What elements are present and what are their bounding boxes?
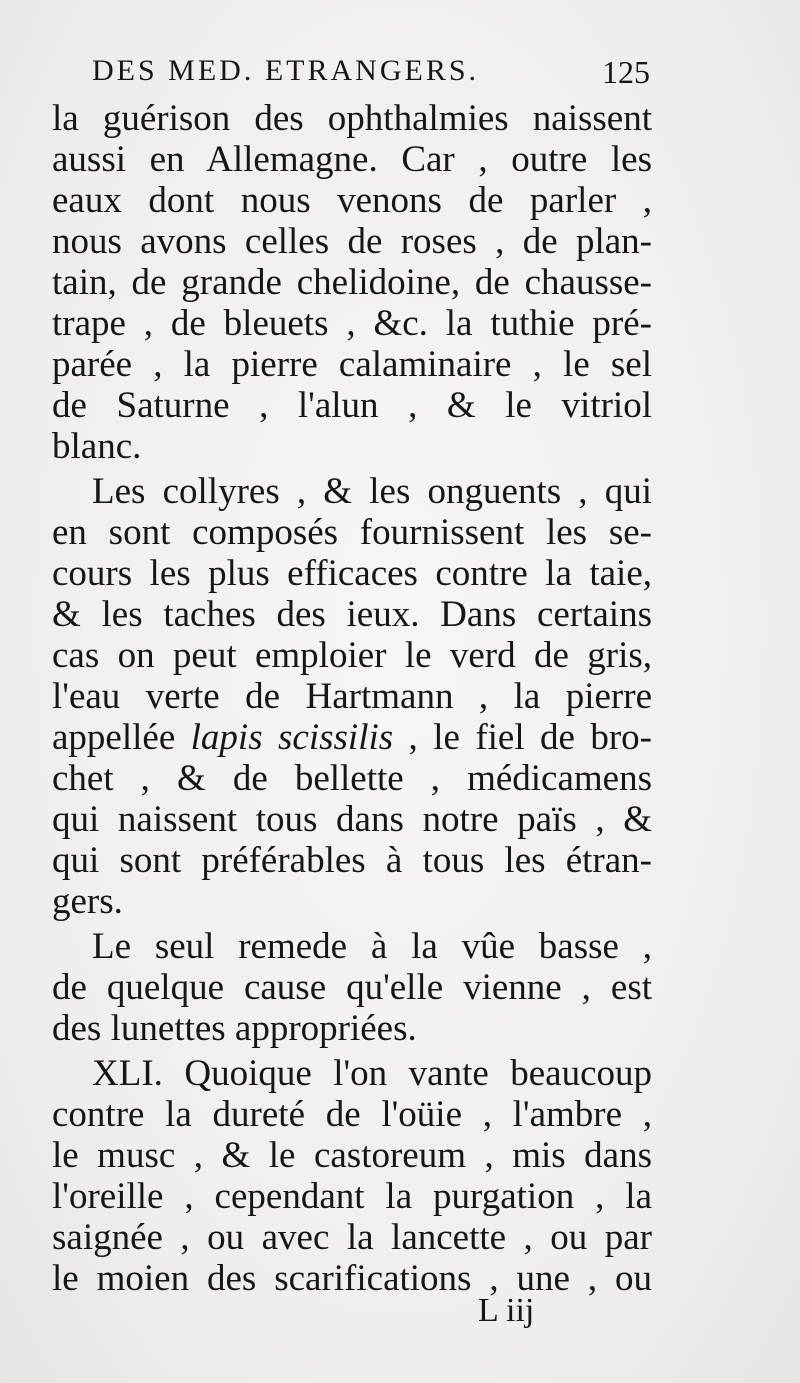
text-line: de Saturne , l'alun , & le vitriol: [52, 385, 652, 426]
text-line: l'oreille , cependant la purgation , la: [52, 1176, 652, 1217]
page-number: 125: [602, 54, 650, 90]
text-line: parée , la pierre calaminaire , le sel: [52, 344, 652, 385]
running-title: DES MED. ETRANGERS.: [92, 54, 480, 87]
text-line: eaux dont nous venons de parler ,: [52, 180, 652, 221]
text-line: l'eau verte de Hartmann , la pierre: [52, 676, 652, 717]
body-text: [52, 98, 652, 1299]
text-line: de quelque cause qu'elle vienne , est: [52, 967, 652, 1008]
text-line: cours les plus efficaces contre la taie,: [52, 553, 652, 594]
signature-mark: L iij: [478, 1292, 535, 1329]
text-line: tain, de grande chelidoine, de chausse-: [52, 262, 652, 303]
text-line: le moien des scarifications , une , ou: [52, 1258, 652, 1299]
text-line: en sont composés fournissent les se-: [52, 512, 652, 553]
text-line: nous avons celles de roses , de plan-: [52, 221, 652, 262]
text-line: & les taches des ieux. Dans certains: [52, 594, 652, 635]
italic-term: lapis scissilis: [190, 717, 394, 758]
page-header: [92, 50, 662, 98]
text-line: XLI. Quoique l'on vante beaucoup: [92, 1053, 652, 1094]
text-line: des lunettes appropriées.: [52, 1008, 417, 1049]
text-line: blanc.: [52, 426, 142, 467]
text-line: qui sont préférables à tous les étran-: [52, 840, 652, 881]
text-line: Le seul remede à la vûe basse ,: [92, 926, 652, 967]
text-line: saignée , ou avec la lancette , ou par: [52, 1217, 652, 1258]
text-line: cas on peut emploier le verd de gris,: [52, 635, 652, 676]
text-line: le musc , & le castoreum , mis dans: [52, 1135, 652, 1176]
text-line: aussi en Allemagne. Car , outre les: [52, 139, 652, 180]
text-line: chet , & de bellette , médicamens: [52, 758, 652, 799]
text-line: Les collyres , & les onguents , qui: [92, 471, 652, 512]
text-line: contre la dureté de l'oüie , l'ambre ,: [52, 1094, 652, 1135]
text-line-with-italic: [52, 717, 652, 758]
text-line: la guérison des ophthalmies naissent: [52, 98, 652, 139]
text-line: gers.: [52, 881, 123, 922]
text-line: trape , de bleuets , &c. la tuthie pré-: [52, 303, 652, 344]
line-end: , le fiel de bro-: [393, 717, 652, 758]
line-start: appellée: [52, 717, 191, 758]
text-line: qui naissent tous dans notre païs , &: [52, 799, 652, 840]
